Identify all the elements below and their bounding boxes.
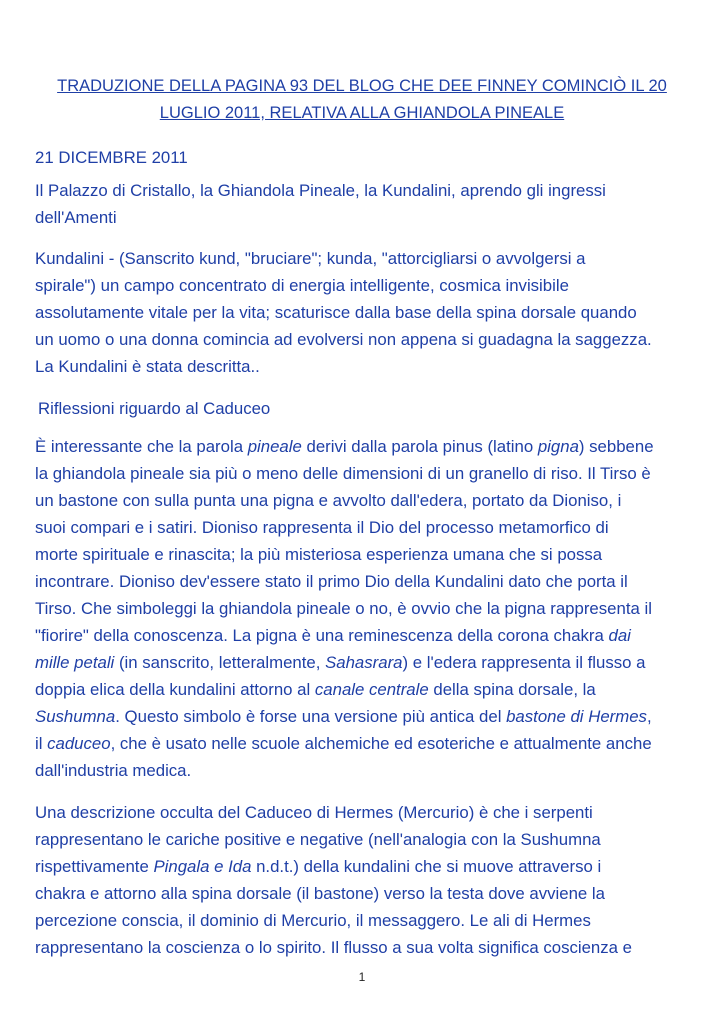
title-line-2: LUGLIO 2011, RELATIVA ALLA GHIANDOLA PINEALE (159, 104, 565, 122)
italic-term: Sahasrara (325, 653, 403, 672)
paragraph-line: suoi compari e i satiri. Dioniso rappresenta il Dio del processo metamorfico di (35, 518, 609, 537)
text-run: ) sebbene (578, 437, 654, 456)
paragraph-line: percezione conscia, il dominio di Mercurio, il messaggero. Le ali di Hermes (35, 911, 591, 930)
document-title (40, 73, 684, 127)
paragraph-line: un bastone con sulla punta una pigna e avvolto dall'edera, portato da Dioniso, i (35, 491, 622, 510)
reflections-heading (35, 395, 700, 422)
italic-term: mille petali (35, 653, 115, 672)
paragraph-line (35, 853, 697, 880)
title-line-1: TRADUZIONE DELLA PAGINA 93 DEL BLOG CHE DEE FINNEY COMINCIÒ IL 20 (57, 77, 667, 95)
text-run: . Questo simbolo è forse una versione più antica del (115, 707, 507, 726)
paragraph-line: Tirso. Che simboleggi la ghiandola pineale o no, è ovvio che la pigna rappresenta il (35, 599, 652, 618)
kundalini-line: spirale") un campo concentrato di energia intelligente, cosmica invisibile (35, 276, 569, 295)
italic-term: dai (608, 626, 631, 645)
paragraph-line: Una descrizione occulta del Caduceo di Hermes (Mercurio) è che i serpenti (35, 803, 593, 822)
text-run: È interessante che la parola (35, 437, 248, 456)
paragraph-line (35, 676, 697, 703)
italic-term: pigna (537, 437, 579, 456)
text-run: rispettivamente (35, 857, 154, 876)
subtitle-line-2: dell'Amenti (35, 208, 117, 227)
paragraph-line: dall'industria medica. (35, 761, 192, 780)
paragraph-line (35, 622, 697, 649)
paragraph-line: morte spirituale e rinascita; la più misteriosa esperienza umana che si possa (35, 545, 603, 564)
italic-term: Sushumna (35, 707, 116, 726)
kundalini-line: assolutamente vitale per la vita; scaturisce dalla base della spina dorsale quando (35, 303, 637, 322)
kundalini-line: La Kundalini è stata descritta.. (35, 357, 260, 376)
paragraph-line: incontrare. Dioniso dev'essere stato il primo Dio della Kundalini dato che porta il (35, 572, 628, 591)
text-run: della spina dorsale, la (428, 680, 596, 699)
document-date (35, 144, 697, 171)
text-run: "fiorire" della conoscenza. La pigna è una reminescenza della corona chakra (35, 626, 609, 645)
reflections-heading-text: Riflessioni riguardo al Caduceo (38, 399, 271, 418)
paragraph-line: rappresentano la coscienza o lo spirito. Il flusso a sua volta significa coscienza e (35, 938, 632, 957)
text-run: doppia elica della kundalini attorno al (35, 680, 315, 699)
text-run: derivi dalla parola pinus (latino (301, 437, 538, 456)
paragraph-line: la ghiandola pineale sia più o meno delle dimensioni di un granello di riso. Il Tirso è (35, 464, 651, 483)
subtitle-line-1: Il Palazzo di Cristallo, la Ghiandola Pineale, la Kundalini, aprendo gli ingressi (35, 181, 606, 200)
caduceus-paragraph (35, 433, 697, 784)
kundalini-line: Kundalini - (Sanscrito kund, "bruciare"; kunda, "attorcigliarsi o avvolgersi a (35, 249, 586, 268)
text-run: ) e l'edera rappresenta il flusso a (402, 653, 646, 672)
italic-term: canale centrale (314, 680, 429, 699)
text-run: , che è usato nelle scuole alchemiche ed esoteriche e attualmente anche (110, 734, 652, 753)
paragraph-line: chakra e attorno alla spina dorsale (il bastone) verso la testa dove avviene la (35, 884, 605, 903)
italic-term: bastone di Hermes (506, 707, 647, 726)
kundalini-line: un uomo o una donna comincia ad evolversi non appena si guadagna la saggezza. (35, 330, 652, 349)
hermes-paragraph (35, 799, 697, 961)
paragraph-line (35, 649, 697, 676)
paragraph-line: rappresentano le cariche positive e negative (nell'analogia con la Sushumna (35, 830, 601, 849)
paragraph-line (35, 433, 697, 460)
italic-term: Pingala e Ida (153, 857, 252, 876)
text-run: il (35, 734, 48, 753)
date-text: 21 DICEMBRE 2011 (35, 148, 188, 167)
italic-term: caduceo (47, 734, 111, 753)
document-subtitle (35, 177, 697, 231)
page-number: 1 (358, 970, 366, 984)
text-run: n.d.t.) della kundalini che si muove attraverso i (251, 857, 602, 876)
paragraph-line (35, 703, 697, 730)
kundalini-paragraph (35, 245, 697, 380)
text-run: (in sanscrito, letteralmente, (114, 653, 326, 672)
paragraph-line (35, 730, 697, 757)
text-run: , (646, 707, 652, 726)
italic-term: pineale (247, 437, 302, 456)
